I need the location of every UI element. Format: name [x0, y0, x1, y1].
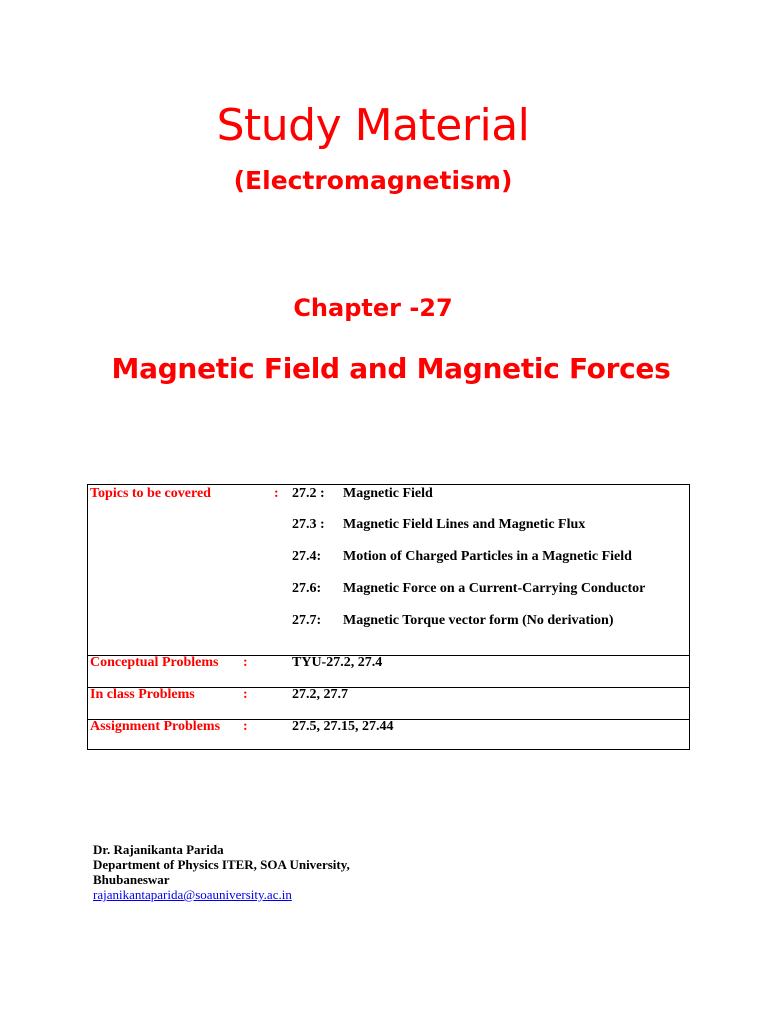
topic-name: Magnetic Force on a Current-Carrying Conductor: [343, 581, 646, 596]
topic-number: 27.4:: [292, 549, 322, 564]
conceptual-problems-colon: :: [243, 655, 248, 670]
assignment-problems-colon: :: [243, 719, 248, 734]
conceptual-problems-label: Conceptual Problems: [90, 655, 219, 670]
author-department: Department of Physics ITER, SOA University,: [93, 857, 350, 872]
author-name: Dr. Rajanikanta Parida: [93, 842, 224, 857]
author-block: [93, 842, 350, 902]
page-subtitle: (Electromagnetism): [233, 166, 513, 195]
topic-name: Motion of Charged Particles in a Magnetic Field: [343, 549, 632, 564]
topic-number: 27.2 :: [292, 486, 325, 501]
chapter-number: Chapter -27: [293, 294, 453, 322]
topic-name: Magnetic Field Lines and Magnetic Flux: [343, 517, 586, 532]
topic-name: Magnetic Torque vector form (No derivation): [343, 613, 614, 628]
topic-number: 27.3 :: [292, 517, 325, 532]
author-city: Bhubaneswar: [93, 872, 170, 887]
conceptual-problems-value: TYU-27.2, 27.4: [292, 655, 383, 670]
page-title: Study Material: [216, 100, 530, 151]
in-class-problems-label: In class Problems: [90, 687, 195, 702]
topic-number: 27.6:: [292, 581, 322, 596]
in-class-problems-colon: :: [243, 687, 248, 702]
topic-number: 27.7:: [292, 613, 322, 628]
author-email-link[interactable]: rajanikantaparida@soauniversity.ac.in: [93, 887, 292, 902]
topics-label: Topics to be covered: [90, 486, 211, 501]
assignment-problems-label: Assignment Problems: [90, 719, 221, 734]
chapter-title: Magnetic Field and Magnetic Forces: [111, 352, 671, 385]
assignment-problems-value: 27.5, 27.15, 27.44: [292, 719, 394, 734]
topics-colon: :: [274, 486, 279, 501]
syllabus-table: [87, 484, 690, 750]
in-class-problems-value: 27.2, 27.7: [292, 687, 348, 702]
topic-name: Magnetic Field: [343, 486, 433, 501]
